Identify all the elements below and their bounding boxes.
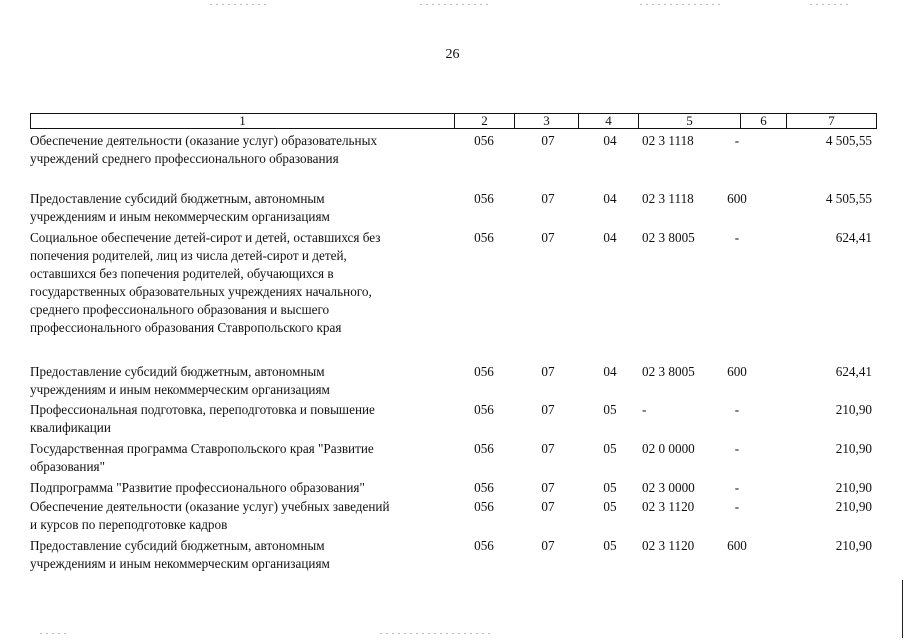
row-title bbox=[30, 401, 450, 437]
cell-section: 07 bbox=[541, 364, 555, 379]
row-title-line: Профессиональная подготовка, переподготовка и повышение bbox=[30, 402, 375, 417]
cell-target: 02 3 1118 bbox=[642, 133, 694, 148]
row-title-line: учреждениям и иным некоммерческим организациям bbox=[30, 382, 330, 397]
row-title bbox=[30, 132, 450, 168]
row-title-line: Подпрограмма "Развитие профессионального образования" bbox=[30, 480, 365, 495]
row-title-line: попечения родителей, лиц из числа детей-сирот и детей, bbox=[30, 248, 347, 263]
cell-exptype: - bbox=[734, 402, 740, 417]
cell-ministry: 056 bbox=[474, 133, 494, 148]
row-title-line: учреждений среднего профессионального образования bbox=[30, 151, 339, 166]
cell-ministry: 056 bbox=[474, 230, 494, 245]
row-title-line: квалификации bbox=[30, 420, 111, 435]
cell-ministry: 056 bbox=[474, 538, 494, 553]
cell-target: 02 3 0000 bbox=[642, 480, 695, 495]
cell-section: 07 bbox=[541, 230, 555, 245]
scan-artifact-bottom bbox=[40, 633, 70, 634]
cell-subsection: 05 bbox=[603, 499, 617, 514]
row-title-line: государственных образовательных учреждениях начального, bbox=[30, 284, 372, 299]
cell-amount: 210,90 bbox=[835, 538, 872, 553]
cell-ministry: 056 bbox=[474, 480, 494, 495]
cell-subsection: 04 bbox=[603, 230, 617, 245]
row-title bbox=[30, 363, 450, 399]
row-title-line: учреждениям и иным некоммерческим организациям bbox=[30, 209, 330, 224]
row-title-line: оставшихся без попечения родителей, обучающихся в bbox=[30, 266, 334, 281]
cell-subsection: 04 bbox=[603, 133, 617, 148]
cell-amount: 4 505,55 bbox=[825, 191, 872, 206]
cell-subsection: 05 bbox=[603, 480, 617, 495]
cell-section: 07 bbox=[541, 480, 555, 495]
row-title bbox=[30, 537, 450, 573]
cell-target: - bbox=[642, 402, 647, 417]
row-title-line: Предоставление субсидий бюджетным, автономным bbox=[30, 191, 325, 206]
row-title-line: Предоставление субсидий бюджетным, автономным bbox=[30, 538, 325, 553]
cell-section: 07 bbox=[541, 538, 555, 553]
cell-subsection: 05 bbox=[603, 441, 617, 456]
row-title-line: Предоставление субсидий бюджетным, автономным bbox=[30, 364, 325, 379]
cell-exptype: 600 bbox=[727, 364, 747, 379]
scan-artifact-top bbox=[210, 4, 270, 5]
cell-amount: 210,90 bbox=[835, 499, 872, 514]
cell-section: 07 bbox=[541, 499, 555, 514]
row-title bbox=[30, 190, 450, 226]
cell-amount: 624,41 bbox=[835, 364, 872, 379]
cell-ministry: 056 bbox=[474, 441, 494, 456]
row-title bbox=[30, 479, 450, 497]
row-title-line: среднего профессионального образования и высшего bbox=[30, 302, 330, 317]
cell-amount: 624,41 bbox=[835, 230, 872, 245]
row-title-line: профессионального образования Ставропольского края bbox=[30, 320, 342, 335]
cell-target: 02 3 1120 bbox=[642, 499, 695, 514]
row-title-line: Обеспечение деятельности (оказание услуг) образовательных bbox=[30, 133, 378, 148]
header-col-4: 4 bbox=[579, 114, 639, 129]
cell-exptype: - bbox=[734, 230, 740, 245]
cell-exptype: - bbox=[734, 480, 740, 495]
row-title-line: Социальное обеспечение детей-сирот и детей, оставшихся без bbox=[30, 230, 381, 245]
cell-ministry: 056 bbox=[474, 364, 494, 379]
scan-artifact-top bbox=[640, 4, 720, 5]
cell-amount: 210,90 bbox=[835, 480, 872, 495]
scan-artifact-bottom bbox=[380, 633, 490, 634]
scan-artifact-top bbox=[810, 4, 850, 5]
header-col-5: 5 bbox=[639, 114, 741, 129]
row-title-line: образования" bbox=[30, 459, 105, 474]
cell-target: 02 0 0000 bbox=[642, 441, 695, 456]
cell-target: 02 3 8005 bbox=[642, 364, 695, 379]
cell-amount: 4 505,55 bbox=[825, 133, 872, 148]
cell-section: 07 bbox=[541, 133, 555, 148]
header-col-2: 2 bbox=[455, 114, 515, 129]
cell-target: 02 3 1120 bbox=[642, 538, 695, 553]
cell-exptype: 600 bbox=[727, 538, 747, 553]
header-col-6: 6 bbox=[741, 114, 787, 129]
cell-section: 07 bbox=[541, 191, 555, 206]
cell-exptype: - bbox=[734, 441, 740, 456]
cell-target: 02 3 1118 bbox=[642, 191, 694, 206]
row-title-line: учреждениям и иным некоммерческим организациям bbox=[30, 556, 330, 571]
row-title-line: Обеспечение деятельности (оказание услуг) учебных заведений bbox=[30, 499, 390, 514]
cell-ministry: 056 bbox=[474, 402, 494, 417]
cell-section: 07 bbox=[541, 402, 555, 417]
page-number: 26 bbox=[445, 47, 460, 62]
cell-ministry: 056 bbox=[474, 191, 494, 206]
cell-ministry: 056 bbox=[474, 499, 494, 514]
cell-subsection: 04 bbox=[603, 191, 617, 206]
row-title bbox=[30, 498, 450, 534]
scan-artifact-top bbox=[420, 4, 490, 5]
row-title bbox=[30, 229, 450, 337]
cell-amount: 210,90 bbox=[835, 441, 872, 456]
cell-exptype: 600 bbox=[727, 191, 747, 206]
cell-section: 07 bbox=[541, 441, 555, 456]
cell-subsection: 05 bbox=[603, 402, 617, 417]
cell-exptype: - bbox=[734, 133, 740, 148]
cell-subsection: 05 bbox=[603, 538, 617, 553]
cell-subsection: 04 bbox=[603, 364, 617, 379]
row-title bbox=[30, 440, 450, 476]
column-number-header bbox=[30, 113, 877, 129]
header-col-3: 3 bbox=[515, 114, 579, 129]
page-edge-mark bbox=[902, 580, 903, 638]
cell-amount: 210,90 bbox=[835, 402, 872, 417]
header-col-1: 1 bbox=[31, 114, 455, 129]
cell-exptype: - bbox=[734, 499, 740, 514]
row-title-line: Государственная программа Ставропольского края "Развитие bbox=[30, 441, 374, 456]
cell-target: 02 3 8005 bbox=[642, 230, 695, 245]
row-title-line: и курсов по переподготовке кадров bbox=[30, 517, 228, 532]
header-col-7: 7 bbox=[787, 114, 877, 129]
